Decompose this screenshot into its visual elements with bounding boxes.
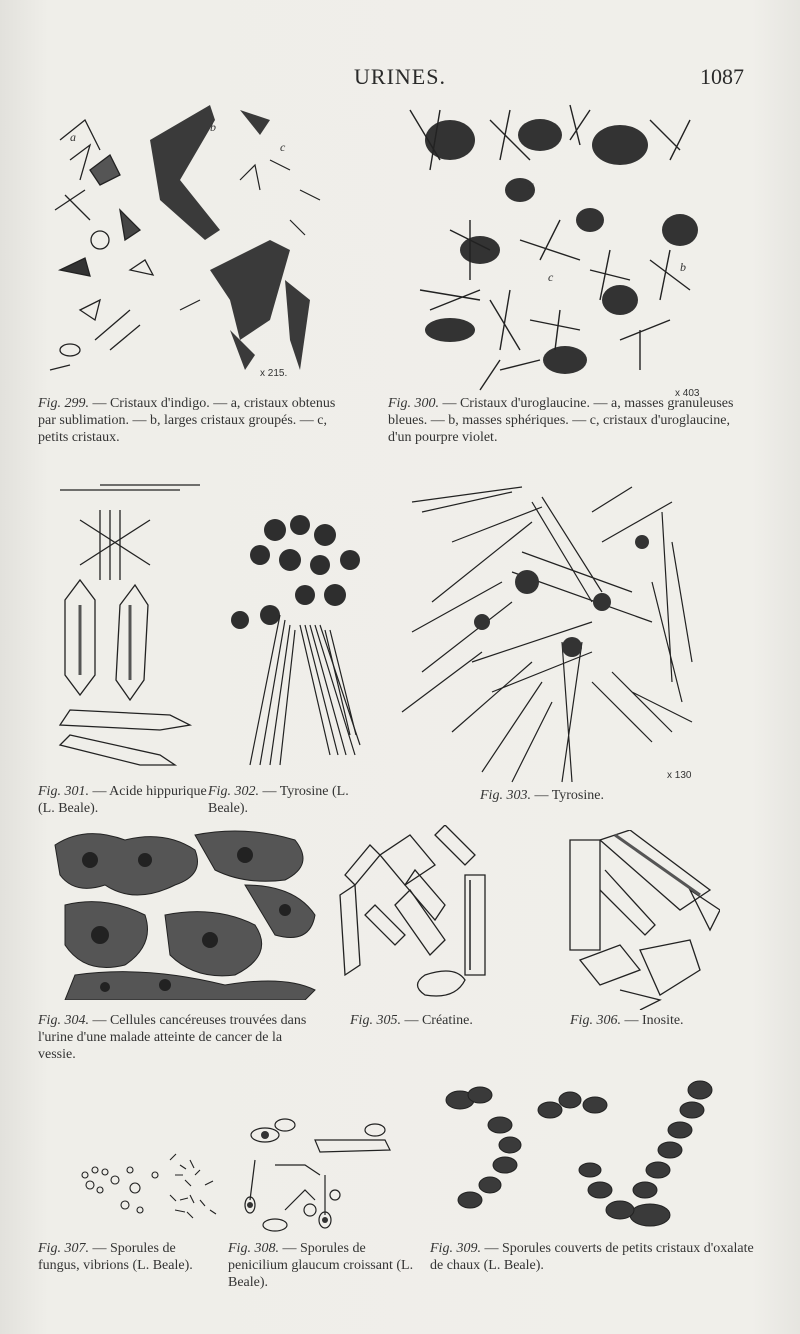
figure-300-caption [388, 395, 748, 446]
figure-299-label-a: a [70, 130, 76, 144]
figure-307-number: Fig. 307. [38, 1241, 89, 1256]
figure-305-text: — Créatine. [404, 1013, 473, 1028]
figure-309-caption [430, 1240, 760, 1274]
figure-301-text: — Acide hippurique (L. Beale). [38, 784, 207, 816]
figure-299-text: — Cristaux d'indigo. — a, cristaux obtenus par sublimation. — b, larges cristaux groupés. — c, petits cristaux. [38, 396, 336, 445]
figure-300-scale: x 403 [675, 388, 700, 399]
figure-306-text: — Inosite. [624, 1013, 684, 1028]
figure-299-label-c: c [280, 140, 286, 154]
figure-305-number: Fig. 305. [350, 1013, 401, 1028]
figure-305-illustration [335, 825, 495, 1005]
figure-300-text: — Cristaux d'uroglaucine. — a, masses granuleuses bleues. — b, masses sphériques. — c, cristaux d'uroglaucine, d'un pourpre violet. [388, 396, 734, 445]
figure-300-illustration [390, 100, 710, 400]
figure-303-illustration [392, 482, 702, 787]
figure-306-number: Fig. 306. [570, 1013, 621, 1028]
figure-302-caption [208, 783, 383, 817]
page-header [0, 64, 800, 94]
figure-300-label-a: a [528, 178, 534, 192]
figure-299-label-b: b [210, 120, 216, 134]
figure-308-illustration [225, 1110, 425, 1235]
figure-304-caption [38, 1012, 318, 1063]
figure-307-illustration [75, 1150, 235, 1230]
figure-307-text: — Sporules de fungus, vibrions (L. Beale). [38, 1241, 193, 1273]
figure-303-scale: x 130 [667, 770, 692, 781]
figure-299-illustration [40, 100, 340, 390]
figure-308-caption [228, 1240, 423, 1291]
figure-303-text: — Tyrosine. [534, 788, 604, 803]
figure-308-text: — Sporules de penicilium glaucum croissant (L. Beale). [228, 1241, 414, 1290]
figure-304-number: Fig. 304. [38, 1013, 89, 1028]
figure-303-caption [480, 787, 700, 804]
figure-309-number: Fig. 309. [430, 1241, 481, 1256]
figure-305-caption [350, 1012, 530, 1029]
figure-300-number: Fig. 300. [388, 396, 439, 411]
figure-299-caption [38, 395, 338, 446]
figure-303-number: Fig. 303. [480, 788, 531, 803]
figure-304-text: — Cellules cancéreuses trouvées dans l'urine d'une malade atteinte de cancer de la vessie. [38, 1013, 307, 1062]
figure-309-text: — Sporules couverts de petits cristaux d'oxalate de chaux (L. Beale). [430, 1241, 754, 1273]
figure-308-number: Fig. 308. [228, 1241, 279, 1256]
figure-307-caption [38, 1240, 218, 1274]
figure-300-label-c: c [548, 270, 554, 284]
figure-299-scale: x 215. [260, 368, 288, 379]
figure-301-caption [38, 783, 208, 817]
figure-302-text: — Tyrosine (L. Beale). [208, 784, 349, 816]
running-title: URINES. [354, 64, 446, 89]
figure-304-illustration [45, 825, 325, 1000]
figure-306-illustration [560, 830, 720, 1010]
figure-300-label-b: b [680, 260, 686, 274]
figure-302-number: Fig. 302. [208, 784, 259, 799]
page-number: 1087 [700, 64, 744, 89]
figure-301-illustration [40, 480, 205, 780]
figure-309-illustration [430, 1070, 750, 1235]
figure-301-number: Fig. 301. [38, 784, 89, 799]
figure-299-number: Fig. 299. [38, 396, 89, 411]
figure-302-illustration [210, 505, 380, 775]
figure-306-caption [570, 1012, 770, 1029]
